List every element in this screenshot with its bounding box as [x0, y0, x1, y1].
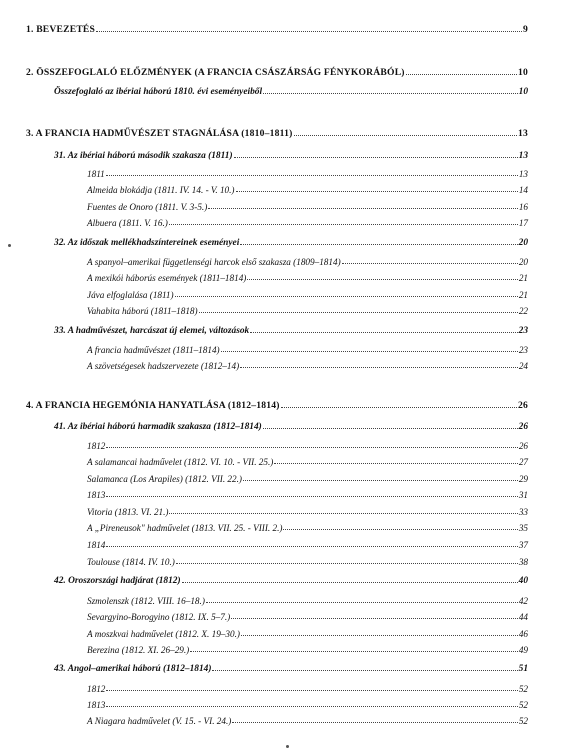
toc-entry-page: 26 [518, 422, 528, 432]
toc-entry-subsection [87, 273, 528, 283]
toc-entry-title: A spanyol–amerikai függetlenségi harcok első szakasza (1809–1814) [87, 257, 341, 267]
dot-leader [169, 224, 518, 225]
toc-entry-page: 10 [518, 67, 528, 78]
dot-leader [342, 263, 518, 264]
toc-entry-subsection [87, 457, 528, 467]
toc-entry-page: 10 [518, 87, 528, 97]
toc-entry-title: Toulouse (1814. IV. 10.) [87, 557, 175, 567]
dot-leader [243, 480, 518, 481]
toc-entry-subsection [87, 645, 528, 655]
toc-entry-title: A salamancai hadművelet (1812. VI. 10. - VII. 25.) [87, 457, 274, 467]
toc-entry-subsection [87, 540, 528, 550]
toc-entry-title: A moszkvai hadművelet (1812. X. 19–30.) [87, 629, 240, 639]
toc-entry-title: Vitoria (1813. VI. 21.) [87, 507, 169, 517]
toc-entry-title: 33. A hadművészet, harcászat új elemei, változások [54, 326, 250, 336]
toc-entry-page: 26 [518, 441, 528, 451]
dot-leader [169, 513, 517, 514]
toc-entry-page: 27 [518, 457, 528, 467]
dot-leader [231, 618, 518, 619]
toc-entry-chapter [26, 128, 528, 139]
dot-leader [241, 635, 518, 636]
toc-entry-page: 20 [518, 257, 528, 267]
dot-leader [236, 191, 518, 192]
toc-entry-title: Berezina (1812. XI. 26–29.) [87, 645, 190, 655]
toc-entry-page: 40 [518, 576, 528, 586]
toc-entry-page: 23 [518, 326, 528, 336]
toc-entry-page: 20 [518, 238, 528, 248]
toc-entry-title: A „Pireneusok" hadművelet (1813. VII. 25. - VIII. 2.) [87, 523, 283, 533]
toc-entry-section [54, 87, 528, 97]
toc-entry-page: 13 [518, 169, 528, 179]
toc-entry-subsection [87, 169, 528, 179]
toc-entry-title: 1813 [87, 490, 106, 500]
dot-leader [96, 31, 522, 32]
toc-entry-subsection [87, 290, 528, 300]
toc-entry-page: 49 [518, 645, 528, 655]
toc-entry-page: 35 [518, 523, 528, 533]
dot-leader [281, 407, 517, 408]
scan-speck [286, 745, 289, 748]
toc-entry-page: 14 [518, 185, 528, 195]
toc-entry-subsection [87, 612, 528, 622]
toc-entry-page: 13 [518, 128, 528, 139]
toc-entry-chapter [26, 24, 528, 35]
toc-entry-subsection [87, 557, 528, 567]
dot-leader [106, 706, 517, 707]
toc-entry-title: 42. Oroszországi hadjárat (1812) [54, 576, 181, 586]
toc-entry-title: Szmolenszk (1812. VIII. 16–18.) [87, 596, 205, 606]
toc-entry-subsection [87, 218, 528, 228]
toc-entry-title: 41. Az ibériai háború harmadik szakasza (1812–1814) [54, 422, 262, 432]
toc-entry-subsection [87, 345, 528, 355]
toc-entry-page: 52 [518, 700, 528, 710]
dot-leader [232, 722, 517, 723]
toc-entry-subsection [87, 306, 528, 316]
dot-leader [175, 296, 518, 297]
toc-entry-subsection [87, 523, 528, 533]
toc-entry-subsection [87, 700, 528, 710]
dot-leader [234, 157, 518, 158]
toc-entry-subsection [87, 716, 528, 726]
toc-entry-page: 37 [518, 540, 528, 550]
toc-entry-page: 52 [518, 716, 528, 726]
toc-entry-page: 33 [518, 507, 528, 517]
toc-entry-title: 1812 [87, 684, 106, 694]
toc-entry-subsection [87, 490, 528, 500]
dot-leader [182, 582, 518, 583]
dot-leader [199, 312, 518, 313]
toc-entry-title: Összefoglaló az ibériai háború 1810. évi eseményeiből [54, 87, 263, 97]
toc-entry-subsection [87, 474, 528, 484]
toc-entry-title: 1811 [87, 169, 105, 179]
toc-entry-title: 3. A FRANCIA HADMŰVÉSZET STAGNÁLÁSA (1810–1811) [26, 128, 293, 139]
toc-entry-page: 9 [523, 24, 528, 35]
dot-leader [263, 93, 518, 94]
toc-entry-title: Sevargyino-Borogyino (1812. IX. 5–7.) [87, 612, 231, 622]
toc-entry-chapter [26, 400, 528, 411]
dot-leader [250, 332, 517, 333]
toc-entry-page: 21 [518, 290, 528, 300]
toc-entry-title: 4. A FRANCIA HEGEMÓNIA HANYATLÁSA (1812–1814) [26, 400, 280, 411]
toc-entry-page: 46 [518, 629, 528, 639]
toc-entry-title: A francia hadművészet (1811–1814) [87, 345, 220, 355]
toc-entry-title: Vahabita háború (1811–1818) [87, 306, 198, 316]
toc-entry-page: 52 [518, 684, 528, 694]
dot-leader [247, 279, 517, 280]
toc-entry-page: 24 [518, 361, 528, 371]
dot-leader [221, 351, 518, 352]
dot-leader [106, 690, 517, 691]
toc-entry-title: 1. BEVEZETÉS [26, 24, 96, 35]
toc-entry-title: 32. Az időszak mellékhadszíntereinek eseményei [54, 238, 240, 248]
toc-entry-subsection [87, 596, 528, 606]
dot-leader [212, 670, 517, 671]
toc-entry-page: 23 [518, 345, 528, 355]
toc-entry-page: 29 [518, 474, 528, 484]
toc-entry-title: 43. Angol–amerikai háború (1812–1814) [54, 664, 212, 674]
toc-entry-title: 31. Az ibériai háború második szakasza (1811) [54, 151, 233, 161]
dot-leader [240, 244, 517, 245]
toc-entry-page: 17 [518, 218, 528, 228]
toc-entry-page: 16 [518, 202, 528, 212]
scan-speck [8, 244, 11, 247]
dot-leader [274, 463, 517, 464]
toc-entry-subsection [87, 202, 528, 212]
toc-entry-title: A szövetségesek hadszervezete (1812–14) [87, 361, 240, 371]
dot-leader [106, 175, 518, 176]
toc-entry-title: Salamanca (Los Arapiles) (1812. VII. 22.) [87, 474, 242, 484]
toc-entry-title: 1813 [87, 700, 106, 710]
toc-entry-section [54, 664, 528, 674]
dot-leader [263, 428, 518, 429]
toc-entry-page: 51 [518, 664, 528, 674]
dot-leader [208, 208, 518, 209]
toc-entry-page: 13 [518, 151, 528, 161]
dot-leader [106, 546, 517, 547]
dot-leader [283, 529, 517, 530]
toc-entry-section [54, 576, 528, 586]
dot-leader [294, 135, 517, 136]
dot-leader [406, 74, 517, 75]
toc-entry-subsection [87, 507, 528, 517]
toc-entry-page: 42 [518, 596, 528, 606]
toc-entry-section [54, 422, 528, 432]
toc-entry-section [54, 151, 528, 161]
toc-entry-page: 38 [518, 557, 528, 567]
dot-leader [176, 563, 518, 564]
toc-entry-page: 26 [518, 400, 528, 411]
toc-entry-page: 21 [518, 273, 528, 283]
toc-entry-subsection [87, 629, 528, 639]
toc-entry-chapter [26, 67, 528, 78]
toc-entry-page: 44 [518, 612, 528, 622]
toc-entry-title: 1814 [87, 540, 106, 550]
toc-entry-page: 31 [518, 490, 528, 500]
toc-entry-subsection [87, 361, 528, 371]
toc-entry-subsection [87, 185, 528, 195]
dot-leader [190, 651, 518, 652]
dot-leader [106, 447, 517, 448]
toc-entry-title: Jáva elfoglalása (1811) [87, 290, 174, 300]
toc-entry-title: Albuera (1811. V. 16.) [87, 218, 168, 228]
toc-entry-subsection [87, 684, 528, 694]
toc-entry-subsection [87, 441, 528, 451]
dot-leader [106, 496, 517, 497]
toc-entry-section [54, 326, 528, 336]
toc-entry-title: 1812 [87, 441, 106, 451]
toc-entry-title: 2. ÖSSZEFOGLALÓ ELŐZMÉNYEK (A FRANCIA CSÁSZÁRSÁG FÉNYKORÁBÓL) [26, 67, 405, 78]
toc-entry-subsection [87, 257, 528, 267]
toc-entry-title: A Niagara hadművelet (V. 15. - VI. 24.) [87, 716, 232, 726]
dot-leader [206, 602, 518, 603]
toc-entry-title: Almeida blokádja (1811. IV. 14. - V. 10.) [87, 185, 235, 195]
toc-entry-title: Fuentes de Onoro (1811. V. 3-5.) [87, 202, 208, 212]
toc-entry-page: 22 [518, 306, 528, 316]
toc-entry-section [54, 238, 528, 248]
dot-leader [240, 367, 518, 368]
toc-entry-title: A mexikói háborús események (1811–1814) [87, 273, 247, 283]
